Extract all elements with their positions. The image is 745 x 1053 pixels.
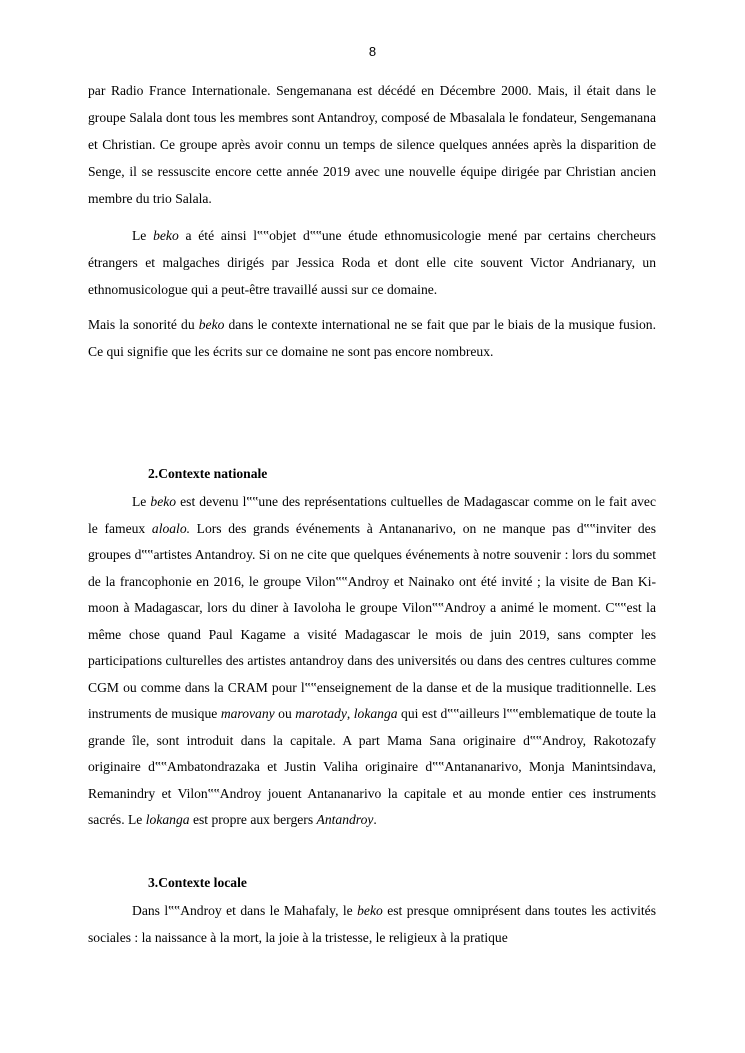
italic-term: beko [150,494,177,509]
text-run: est devenu l‟‟une des représentations cultuelles de Madagascar comme on le fait avec le fameux [88,494,656,536]
italic-term: aloalo. [151,520,191,536]
text-run: Mais la sonorité du [88,317,199,332]
paragraph-international-context [88,311,656,365]
italic-term: lokanga [145,812,190,827]
text-run: Le [132,228,154,243]
italic-term: beko [357,903,383,918]
page-number: 8 [368,44,377,59]
text-run: Le [132,494,151,509]
paragraph-radio-france: par Radio France Internationale. Sengemanana est décédé en Décembre 2000. Mais, il était dans le groupe Salala dont tous les membres sont Antandroy, composé de Mbasalala le fondateur, Sengemanana et Christian. Ce groupe après avoir connu un temps de silence quelques années après la disparition de Senge, il se ressuscite encore cette année 2019 avec une nouvelle équipe dirigée par Christian ancien membre du trio Salala. [88,83,656,206]
section-heading-national: 2.Contexte nationale [148,466,268,481]
paragraph-ethnomusicology [88,222,656,303]
text-run: dans le contexte international ne se fait que par le biais de la musique fusion. Ce qui signifie que les écrits sur ce domaine ne sont pas encore nombreux. [88,317,656,359]
text-run: ou [274,706,296,721]
text-run: est presque omniprésent dans toutes les activités sociales : la naissance à la mort, la joie à la tristesse, le religieux à la pratique [88,903,656,945]
text-run: est propre aux bergers [189,812,317,827]
italic-term: Antandroy [316,812,374,827]
text-run: , [346,706,354,721]
italic-term: lokanga [353,706,398,721]
paragraph-national-context [88,489,656,834]
text-run: . [373,812,377,827]
text-run: Dans l‟‟Androy et dans le Mahafaly, le [132,903,358,918]
text-run: Lors des grands événements à Antananarivo, on ne manque pas d‟‟inviter des groupes d‟‟artistes Antandroy. Si on ne cite que quelques événements à notre souvenir : lors du sommet de la francophonie en 2016, le groupe Vilon‟‟Androy et Nainako ont été invité ; la visite de Ban Ki-moon à Madagascar, lors du diner à Iavoloha le groupe Vilon‟‟Androy a animé le moment. C‟‟est la même chose quand Paul Kagame a visité Madagascar le mois de juin 2019, sans compter les participations culturelles des artistes antandroy dans des universités ou dans des centres cultures comme CGM ou comme dans la CRAM pour l‟‟enseignement de la danse et de la musique traditionnelle. Les instruments de musique [88,520,657,721]
paragraph-local-context [88,897,656,951]
section-heading-local: 3.Contexte locale [148,875,247,890]
italic-term: marovany [220,706,275,721]
italic-term: marotady [295,706,347,721]
text-run: a été ainsi l‟‟objet d‟‟une étude ethnomusicologie mené par certains chercheurs étrangers et malgaches dirigés par Jessica Roda et dont elle cite souvent Victor Andrianary, un ethnomusicologue qui a peut-être travaillé aussi sur ce domaine. [88,228,656,297]
italic-term: beko [153,228,179,243]
italic-term: beko [198,317,225,332]
text-run: qui est d‟‟ailleurs l‟‟emblematique de toute la grande île, sont introduit dans la capitale. A part Mama Sana originaire d‟‟Androy, Rakotozafy originaire d‟‟Ambatondrazaka et Justin Valiha originaire d‟‟Antananarivo, Monja Manintsindava, Remanindry et Vilon‟‟Androy jouent Antananarivo la capitale et au monde entier ces instruments sacrés. Le [88,706,656,827]
